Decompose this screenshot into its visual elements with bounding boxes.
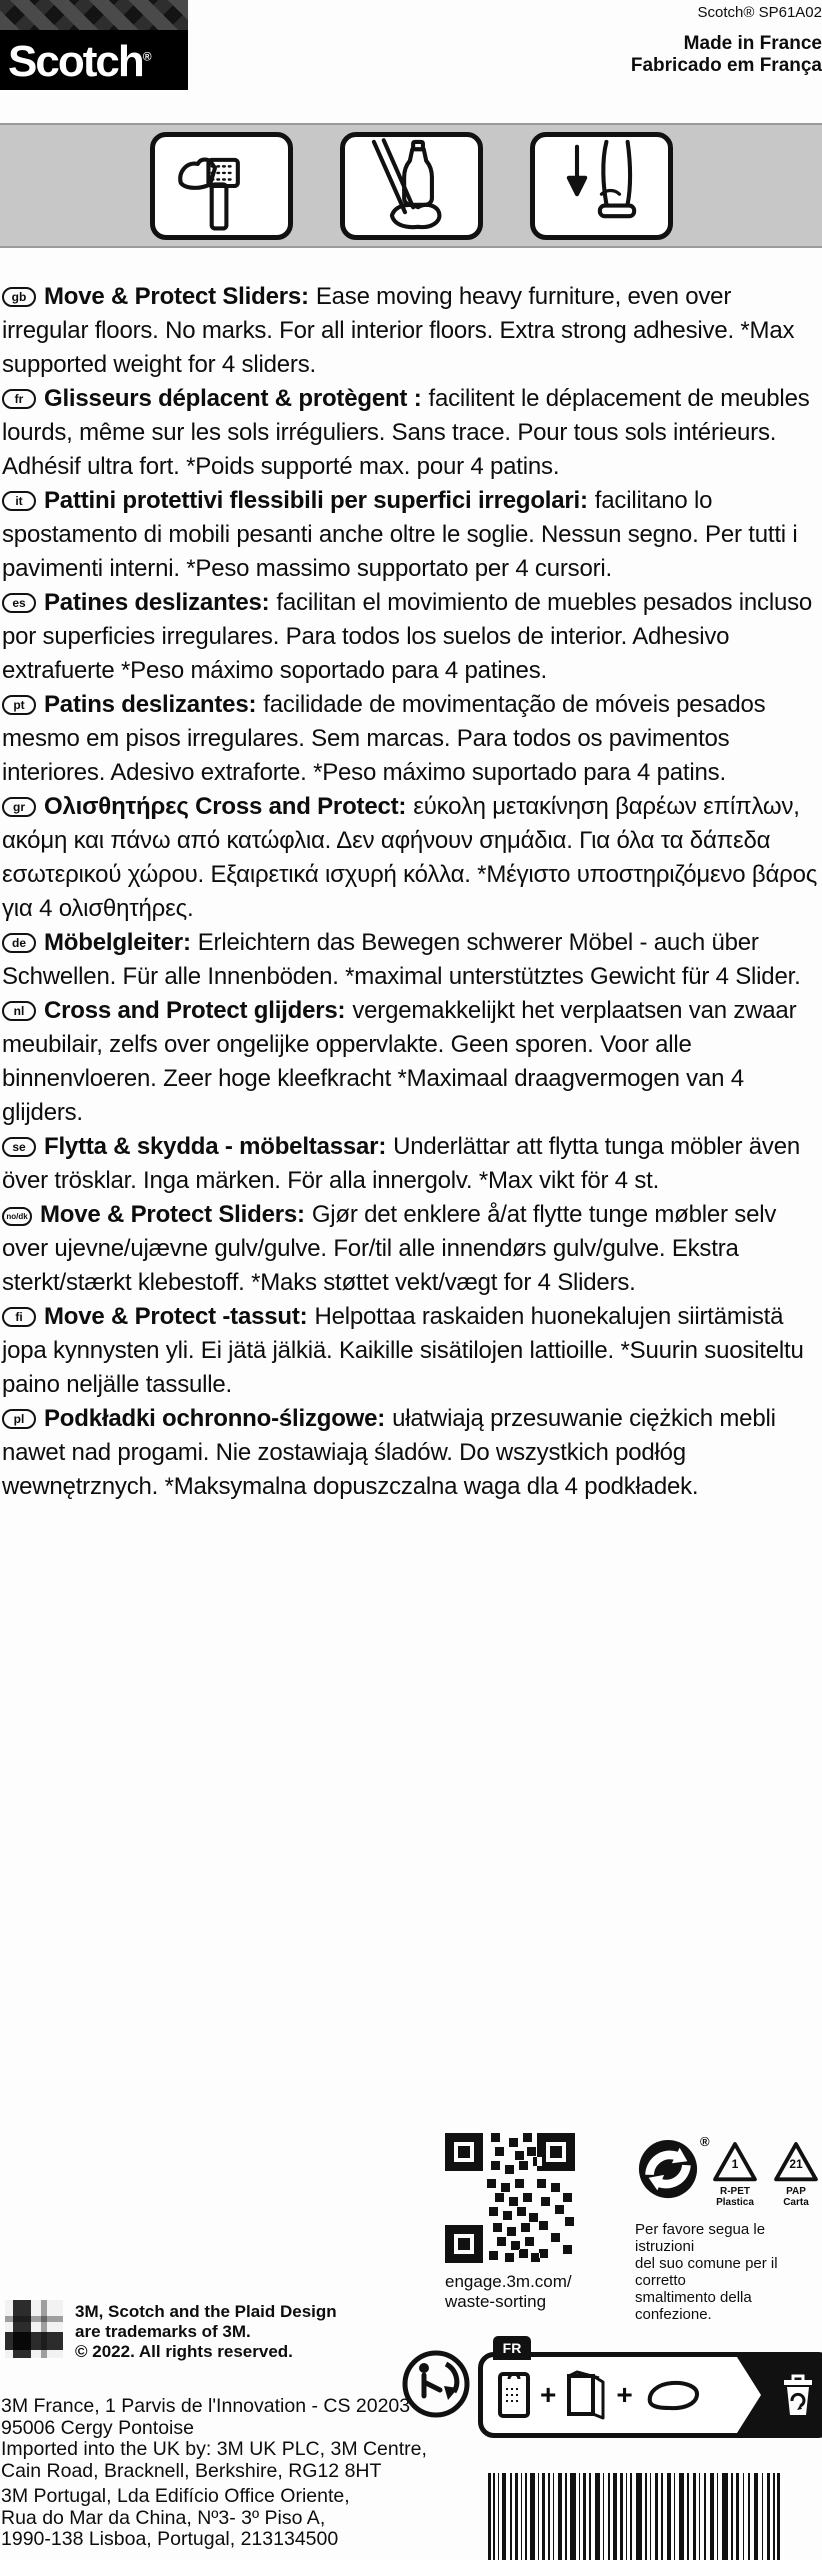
- plus-sign: +: [616, 2379, 633, 2410]
- brand-name: Scotch: [8, 37, 143, 86]
- description-paragraph-pl: [2, 1402, 820, 1504]
- description-paragraph-fi: [2, 1300, 820, 1402]
- plaid-design-mark-icon: [5, 2300, 63, 2358]
- description-paragraph-es: [2, 586, 820, 688]
- description-paragraph-nl: [2, 994, 820, 1130]
- paragraph-body: Erleichtern das Bewegen schwerer Möbel - auch über Schwellen. Für alle Innenböden. *maximal unterstütztes Gewicht für 4 Slider.: [2, 929, 801, 990]
- language-badge-it: it: [2, 491, 36, 511]
- language-badge-nl: nl: [2, 1001, 36, 1021]
- recycling-material-code: R-PET: [720, 2186, 750, 2197]
- recycling-material-code: PAP: [786, 2186, 806, 2197]
- scotch-logo-text: [8, 37, 152, 86]
- french-sorting-info-box: [478, 2340, 822, 2438]
- paragraph-body: facilitan el movimiento de muebles pesados incluso por superficies irregulares. Para todos los suelos de interior. Adhesivo extrafuerte *Peso máximo soportado para 4 patines.: [2, 589, 813, 684]
- trademark-statement: [75, 2302, 337, 2362]
- blister-card-icon: [497, 2371, 531, 2419]
- description-paragraph-it: [2, 484, 820, 586]
- header-right: [631, 4, 822, 77]
- paragraph-lead: Move & Protect Sliders:: [40, 1201, 305, 1228]
- made-in-line-en: Made in France: [683, 33, 822, 54]
- paragraph-body: Ease moving heavy furniture, even over irregular floors. No marks. For all interior floors. Extra strong adhesive. *Max supported weight for 4 sliders.: [2, 283, 795, 378]
- slider-pad-icon: [642, 2378, 702, 2412]
- green-dot-registered-mark: ®: [700, 2134, 710, 2149]
- recycling-label-pap: [766, 2186, 822, 2208]
- paragraph-body: Underlättar att flytta tunga möbler även över trösklar. Inga märken. För alla innergolv. *Max vikt för 4 st.: [2, 1133, 801, 1194]
- recycling-note: [635, 2221, 822, 2323]
- made-in-line-pt: Fabricado em França: [630, 55, 822, 76]
- paragraph-body: ułatwiają przesuwanie ciężkich mebli nawet nad progami. Nie zostawiają śladów. Do wszystkich podłóg wewnętrznych. *Maksymalna dopuszczalna waga dla 4 podkładek.: [2, 1405, 776, 1500]
- paragraph-lead: Patines deslizantes:: [44, 589, 270, 616]
- recycling-label-pet: [705, 2186, 765, 2208]
- packaging-items-row: [497, 2357, 702, 2433]
- paragraph-lead: Pattini protettivi flessibili per superfici irregolari:: [44, 487, 588, 514]
- language-badge-es: es: [2, 593, 36, 613]
- paragraph-body: Gjør det enklere å/at flytte tunge møbler selv over ujevne/ujævne gulv/gulve. For/til alle innendørs gulv/gulve. Ekstra sterkt/stærkt klebestoff. *Maks støttet vekt/vægt for 4 Sliders.: [2, 1201, 777, 1296]
- scotch-logo: [0, 0, 188, 90]
- language-badge-no-dk: no/dk: [2, 1207, 32, 1226]
- description-paragraph-no-dk: [2, 1198, 820, 1300]
- company-addresses: [1, 2396, 427, 2551]
- language-badge-gb: gb: [2, 287, 36, 307]
- language-badge-fr: fr: [2, 389, 36, 409]
- recycling-code-number: 1: [731, 2157, 739, 2171]
- trademark-line: 3M, Scotch and the Plaid Design: [75, 2302, 337, 2321]
- fr-tab: FR: [493, 2336, 531, 2360]
- language-badge-fi: fi: [2, 1307, 36, 1327]
- clean-surface-icon: [150, 132, 293, 240]
- description-paragraph-pt: [2, 688, 820, 790]
- address-line: Cain Road, Bracknell, Berkshire, RG12 8HT: [1, 2459, 382, 2482]
- product-code: Scotch® SP61A02: [697, 4, 822, 21]
- address-line: Imported into the UK by: 3M UK PLC, 3M Centre,: [1, 2438, 427, 2460]
- paragraph-lead: Cross and Protect glijders:: [44, 997, 346, 1024]
- paragraph-lead: Glisseurs déplacent & protègent :: [44, 385, 422, 412]
- language-badge-pt: pt: [2, 695, 36, 715]
- address-line: Rua do Mar da China, Nº3- 3º Piso A,: [1, 2506, 326, 2529]
- multilingual-descriptions: [0, 280, 822, 1504]
- paragraph-lead: Möbelgleiter:: [44, 929, 191, 956]
- recycling-note-line: smaltimento della confezione.: [635, 2289, 752, 2323]
- description-paragraph-gr: [2, 790, 820, 926]
- made-in-text: [631, 33, 822, 77]
- address-line: 3M Portugal, Lda Edifício Office Oriente,: [1, 2485, 350, 2507]
- press-slider-down-icon: [530, 132, 673, 240]
- language-badge-se: se: [2, 1137, 36, 1157]
- recycling-code-number: 21: [789, 2157, 803, 2171]
- qr-caption-line2: waste-sorting: [445, 2292, 547, 2311]
- registered-mark: ®: [142, 49, 152, 64]
- paragraph-body: facilitent le déplacement de meubles lourds, même sur les sols irréguliers. Sans trace. Pour tous sols intérieurs. Adhésif ultra fort. *Poids supporté max. pour 4 patins.: [2, 385, 810, 480]
- language-badge-pl: pl: [2, 1409, 36, 1429]
- qr-code: [445, 2133, 575, 2263]
- paragraph-body: facilidade de movimentação de móveis pesados mesmo em pisos irregulares. Sem marcas. Para todos os pavimentos interiores. Adesivo extraforte. *Peso máximo suportado para 4 patins.: [2, 691, 766, 786]
- paragraph-lead: Ολισθητήρες Cross and Protect:: [44, 793, 407, 820]
- plus-sign: +: [540, 2379, 557, 2410]
- paragraph-body: Helpottaa raskaiden huonekalujen siirtämistä jopa kynnysten yli. Ei jätä jälkiä. Kaikille sisätilojen lattioille. *Suurin suositeltu paino neljälle tassulle.: [2, 1303, 804, 1398]
- paragraph-lead: Flytta & skydda - möbeltassar:: [44, 1133, 387, 1160]
- address-line: 95006 Cergy Pontoise: [1, 2416, 194, 2439]
- qr-caption-line1: engage.3m.com/: [445, 2272, 572, 2291]
- sorting-bin-panel: [737, 2357, 822, 2433]
- description-paragraph-de: [2, 926, 820, 994]
- paragraph-body: vergemakkelijkt het verplaatsen van zwaar meubilair, zelfs over ongelijke oppervlakte. Geen sporen. Voor alle binnenvloeren. Zeer hoge kleefkracht *Maximaal draagvermogen van 4 glijders.: [2, 997, 797, 1126]
- recycling-triangle-pap-icon: [773, 2141, 819, 2183]
- instruction-pictogram-band: [0, 123, 822, 248]
- recycling-note-line: Per favore segua le istruzioni: [635, 2221, 766, 2255]
- paragraph-lead: Podkładki ochronno-ślizgowe:: [44, 1405, 386, 1432]
- paragraph-body: facilitano lo spostamento di mobili pesanti anche oltre le soglie. Nessun segno. Per tutti i pavimenti interni. *Peso massimo supportato per 4 cursori.: [2, 487, 798, 582]
- carton-box-icon: [565, 2370, 607, 2420]
- recycling-note-line: del suo comune per il corretto: [635, 2255, 778, 2289]
- language-badge-de: de: [2, 933, 36, 953]
- language-badge-gr: gr: [2, 797, 36, 817]
- trademark-line: are trademarks of 3M.: [75, 2322, 251, 2341]
- qr-caption: [445, 2272, 572, 2312]
- copyright-line: © 2022. All rights reserved.: [75, 2342, 293, 2361]
- recycling-material-name: Carta: [783, 2197, 809, 2208]
- apply-bottle-icon: [340, 132, 483, 240]
- triman-recycling-icon: [400, 2348, 472, 2420]
- plaid-pattern-icon: [0, 0, 188, 30]
- description-paragraph-fr: [2, 382, 820, 484]
- recycling-triangle-pet-icon: [712, 2141, 758, 2183]
- address-line: 1990-138 Lisboa, Portugal, 213134500: [1, 2528, 339, 2550]
- paragraph-lead: Patins deslizantes:: [44, 691, 257, 718]
- description-paragraph-gb: [2, 280, 820, 382]
- recycling-bin-icon: [781, 2373, 815, 2417]
- paragraph-lead: Move & Protect Sliders:: [44, 283, 309, 310]
- green-dot-recycling-icon: [637, 2138, 699, 2200]
- address-line: 3M France, 1 Parvis de l'Innovation - CS 20203: [1, 2395, 411, 2417]
- recycling-material-name: Plastica: [716, 2197, 754, 2208]
- paragraph-body: εύκολη μετακίνηση βαρέων επίπλων, ακόμη και πάνω από κατώφλια. Δεν αφήνουν σημάδια. Για όλα τα δάπεδα εσωτερικού χώρου. Εξαιρετικά ισχυρή κόλλα. *Μέγιστο υποστηριζόμενο βάρος για 4 ολισθητήρες.: [2, 793, 818, 922]
- description-paragraph-se: [2, 1130, 820, 1198]
- barcode: [488, 2473, 780, 2560]
- paragraph-lead: Move & Protect -tassut:: [44, 1303, 308, 1330]
